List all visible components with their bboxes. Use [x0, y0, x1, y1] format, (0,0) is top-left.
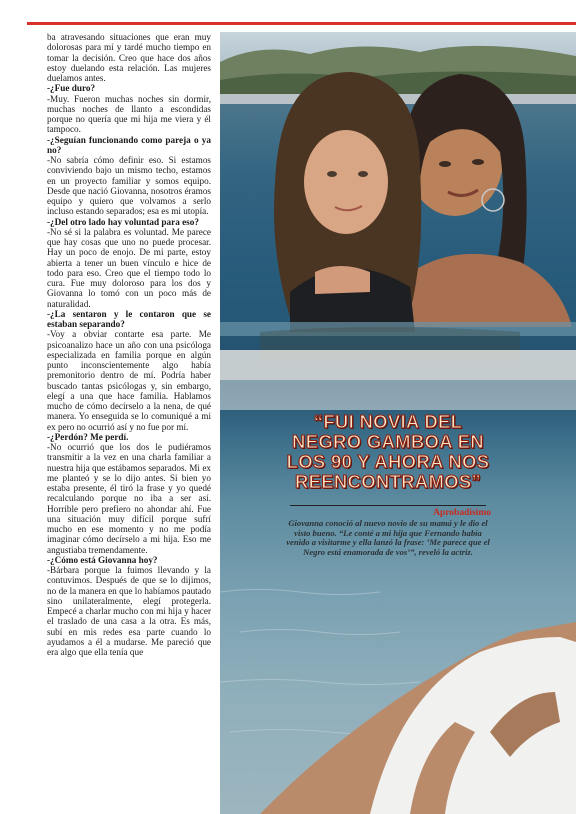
caption-divider [290, 505, 486, 506]
pull-quote [285, 412, 491, 492]
interview-answer: ba atravesando situaciones que eran muy dolorosas para mí y tardé mucho tiempo en tomar la decisión. Creo que hace dos años estoy duelando esta relación. Las mujeres duelamos antes. [47, 32, 211, 83]
interview-answer: -Muy. Fueron muchas noches sin dormir, muchas noches de llanto a escondidas porque no quería que mi hija me viera y él tampoco. [47, 93, 211, 135]
interview-answer: -Bárbara porque la fuimos llevando y la contuvimos. Después de que se lo dijimos, no de la manera en que lo habíamos pautado sino unilateralmente, elegí protegerla. Empecé a charlar mucho con mi hija y hacer el traslado de una casa a la otra. Es más, subí en mis redes esa parte cuando lo ayudamos a él a mudarse. Me pareció que era algo que ella tenía que [47, 565, 211, 657]
pull-quote-line: REENCONTRAMOS” [294, 471, 482, 492]
caption-title: Aprobadísimo [433, 508, 491, 518]
interview-answer: -No sabría cómo definir eso. Si estamos conviviendo bajo un mismo techo, estamos en un proyecto familiar y somos equipo. Desde que nació Giovanna, nosotros éramos equipo y quiero que volvamos a serlo incluso estando separados; esa es mi utopía. [47, 155, 211, 217]
top-accent-rule [27, 22, 576, 25]
pull-quote-line: LOS 90 Y AHORA NOS [286, 451, 490, 472]
interview-question: -¿Seguían funcionando como pareja o ya no? [47, 134, 211, 155]
caption-body: Giovanna conoció al nuevo novio de su mamá y le dio el visto bueno. “Le conté a mi hija que Fernando había venido a visitarme y ella lanzó la frase: ’Me parece que el Negro está enamorada de vos’”, reveló la actriz. [286, 518, 490, 557]
interview-question: -¿La sentaron y le contaron que se estaban separando? [47, 308, 211, 329]
interview-question: -¿Perdón? Me perdí. [47, 431, 129, 442]
interview-answer: -Voy a obviar contarte esa parte. Me psicoanalizo hace un año con una psicóloga especializada en familia porque en algún punto inconscientemente algo había premonitorio dentro de mí. Podría haber buscado tantas psicólogas y, sin embargo, elegí a una que hace familia. Hablamos mucho de cómo decírselo a la nena, de qué manera. Yo enseguida se lo comuniqué a mi ex pero no ocurrió así y no fue por mí. [47, 329, 211, 432]
interview-question: -¿Cómo está Giovanna hoy? [47, 554, 158, 565]
article-text-column [47, 32, 211, 802]
interview-answer: -No sé si la palabra es voluntad. Me parece que hay cosas que uno no puede procesar. Hay un poco de enojo. De mi parte, estoy abierta a tener un buen vínculo e hice de todo para eso. Creo que el tiempo todo lo cura. Fue muy doloroso para los dos y Giovanna lo tomó con un poco más de naturalidad. [47, 226, 211, 309]
pull-quote-line: “FUI NOVIA DEL [313, 411, 463, 432]
pull-quote-line: NEGRO GAMBOA EN [292, 431, 484, 452]
interview-question: -¿Fue duro? [47, 83, 96, 94]
interview-question: -¿Del otro lado hay voluntad para eso? [47, 216, 199, 227]
interview-answer: -No ocurrió que los dos le pudiéramos transmitir a la vez en una charla familiar a nuestra hija que estábamos separados. Mi ex me planteó y se lo dijo antes. Si bien yo estaba presente, él tiró la frase y yo quedé recalculando porque no iba a ser así. Horrible pero prefiero no ahondar ahí. Fue una situación muy difícil porque sufrí mucho en ese momento y no me podía imaginar cómo decírselo a mi hija. Eso me angustiaba tremendamente. [47, 442, 211, 555]
